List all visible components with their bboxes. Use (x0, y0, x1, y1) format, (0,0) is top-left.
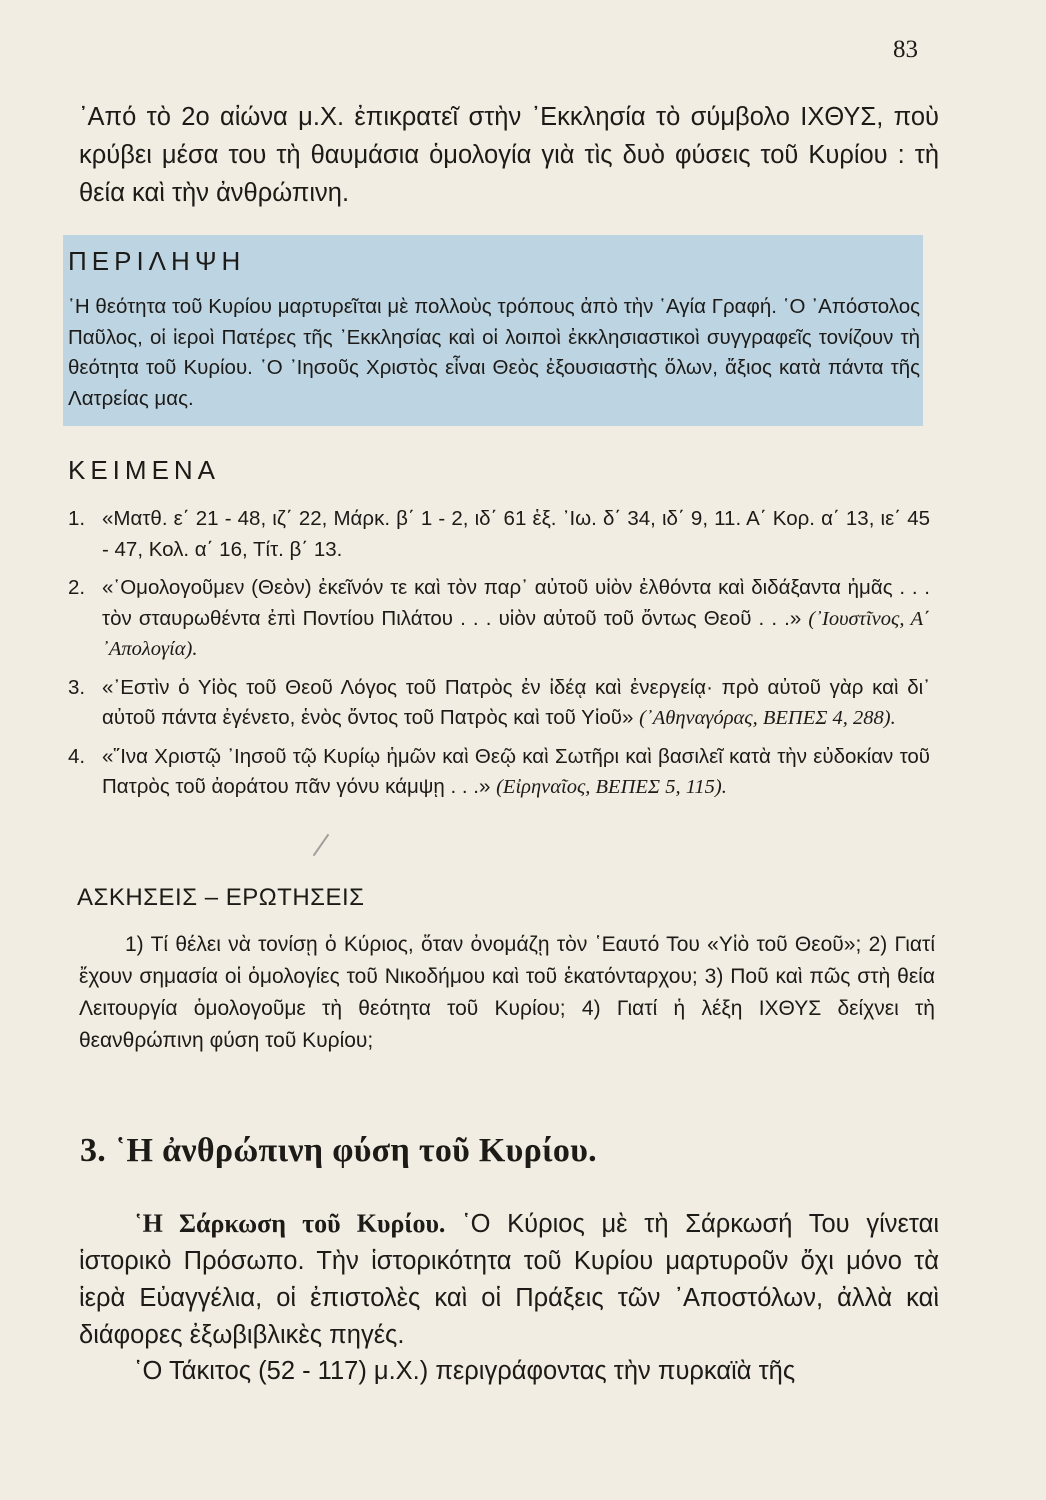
page-number: 83 (893, 36, 918, 63)
text-item-number: 1. (68, 507, 86, 530)
text-item-body: «Ματθ. ε΄ 21 - 48, ιζ΄ 22, Μάρκ. β΄ 1 - 2, ιδ΄ 61 ἑξ. ᾿Ιω. δ΄ 34, ιδ΄ 9, 11. Α΄ Κορ. α΄ 13, ιε΄ 45 - 47, Κολ. α΄ 16, Τίτ. β΄ 13. (102, 507, 930, 561)
text-item-citation: (Εἰρηναῖος, ΒΕΠΕΣ 5, 115). (496, 776, 727, 798)
text-item (68, 504, 930, 565)
summary-text: ῾Η θεότητα τοῦ Κυρίου μαρτυρεῖται μὲ πολλοὺς τρόπους ἀπὸ τὴν ῾Αγία Γραφή. ῾Ο ᾿Απόστολος Παῦλος, οἱ ἱεροὶ Πατέρες τῆς ᾿Εκκλησίας καὶ οἱ λοιποὶ ἐκκλησιαστικοὶ συγγραφεῖς τονίζουν τὴ θεότητα τοῦ Κυρίου. ῾Ο ᾿Ιησοῦς Χριστὸς εἶναι Θεὸς ἐξουσιαστὴς ὅλων, ἄξιος κατὰ πάντα τῆς Λατρείας μας. (68, 295, 920, 410)
texts-heading: ΚΕΙΜΕΝΑ (68, 455, 221, 485)
section-paragraph (79, 1205, 939, 1354)
text-item (68, 573, 930, 665)
text-item-citation: (᾿Ιουστῖνος, Α΄ ᾿Απολογία). (102, 607, 930, 660)
text-item-citation: (᾿Αθηναγόρας, ΒΕΠΕΣ 4, 288). (639, 707, 896, 729)
text-item-number: 3. (68, 675, 86, 699)
summary-heading: ΠΕΡΙΛΗΨΗ (68, 246, 246, 276)
exercises-text: 1) Τί θέλει νὰ τονίσῃ ὁ Κύριος, ὅταν ὀνομάζῃ τὸν ῾Εαυτό Του «Υἱὸ τοῦ Θεοῦ»; 2) Γιατί ἔχουν σημασία οἱ ὁμολογίες τοῦ Νικοδήμου καὶ τοῦ ἑκατόνταρχου; 3) Ποῦ καὶ πῶς στὴ θεία Λειτουργία ὁμολογοῦμε τὴ θεότητα τοῦ Κυρίου; 4) Γιατί ἡ λέξη ΙΧΘΥΣ δείχνει τὴ θεανθρώπινη φύση τοῦ Κυρίου; (79, 933, 935, 1052)
text-item-body: «῾Ομολογοῦμεν (Θεὸν) ἐκεῖνόν τε καὶ τὸν παρ᾿ αὐτοῦ υἱὸν ἐλθόντα καὶ διδάξαντα ἡμᾶς . . . τὸν σταυρωθέντα ἐπὶ Ποντίου Πιλάτου . . . υἱὸν αὐτοῦ τοῦ ὄντως Θεοῦ . . .» (102, 576, 930, 630)
text-item (68, 673, 930, 734)
text-item-body: «᾿Εστὶν ὁ Υἱὸς τοῦ Θεοῦ Λόγος τοῦ Πατρὸς ἐν ἰδέᾳ καὶ ἐνεργείᾳ· πρὸ αὐτοῦ γὰρ καὶ δι᾿ αὐτοῦ πάντα ἐγένετο, ἑνὸς ὄντος τοῦ Πατρὸς καὶ τοῦ Υἱοῦ» (102, 675, 930, 729)
text-item (68, 742, 930, 803)
texts-list (68, 504, 930, 811)
section-paragraph: ῾Ο Τάκιτος (52 - 117) μ.Χ.) περιγράφοντας τὴν πυρκαϊὰ τῆς (134, 1357, 796, 1385)
text-item-number: 4. (68, 744, 86, 768)
section-title: 3. ῾Η ἀνθρώπινη φύση τοῦ Κυρίου. (80, 1132, 597, 1169)
text-item-body: «῞Ινα Χριστῷ ᾿Ιησοῦ τῷ Κυρίῳ ἡμῶν καὶ Θεῷ καὶ Σωτῆρι καὶ βασιλεῖ κατὰ τὴν εὐδοκίαν τοῦ Πατρὸς τοῦ ἀοράτου πᾶν γόνυ κάμψῃ . . .» (102, 744, 930, 798)
exercises-heading: ΑΣΚΗΣΕΙΣ – ΕΡΩΤΗΣΕΙΣ (77, 884, 365, 911)
intro-paragraph: ᾿Από τὸ 2ο αἰώνα μ.Χ. ἐπικρατεῖ στὴν ᾿Εκκλησία τὸ σύμβολο ΙΧΘΥΣ, ποὺ κρύβει μέσα του τὴ θαυμάσια ὁμολογία γιὰ τὶς δυὸ φύσεις τοῦ Κυρίου : τὴ θεία καὶ τὴν ἀνθρώπινη. (79, 103, 939, 207)
pencil-mark (313, 834, 330, 856)
run-in-heading: ῾Η Σάρκωση τοῦ Κυρίου. (134, 1209, 446, 1238)
section-paragraph-text: ῾Ο Κύριος μὲ τὴ Σάρκωσή Του γίνεται ἱστορικὸ Πρόσωπο. Τὴν ἱστορικότητα τοῦ Κυρίου μαρτυροῦν ὄχι μόνο τὰ ἱερὰ Εὐαγγέλια, οἱ ἐπιστολὲς καὶ οἱ Πράξεις τῶν ᾿Αποστόλων, ἀλλὰ καὶ διάφορες ἐξωβιβλικὲς πηγές. (79, 1210, 939, 1349)
text-item-number: 2. (68, 576, 86, 599)
